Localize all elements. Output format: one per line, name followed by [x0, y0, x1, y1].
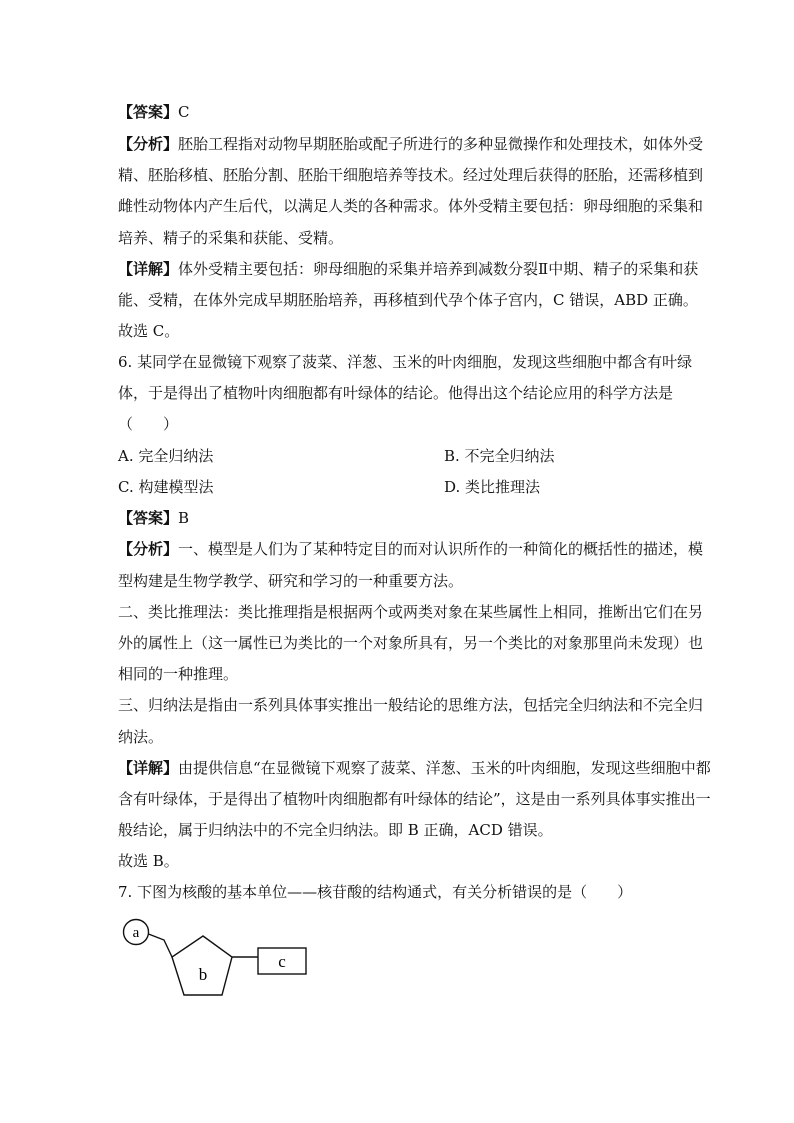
- q6-stem-line-2: 体，于是得出了植物叶肉细胞都有叶绿体的结论。他得出这个结论应用的科学方法是: [118, 384, 674, 402]
- q5-analysis-line-4: 培养、精子的采集和获能、受精。: [118, 229, 344, 247]
- q5-analysis-line-2: 精、胚胎移植、胚胎分割、胚胎干细胞培养等技术。经过处理后获得的胚胎，还需移植到: [118, 166, 704, 184]
- q6-analysis-line-7: 纳法。: [118, 728, 164, 746]
- label-b: b: [198, 965, 208, 984]
- q5-detail-tag: 【详解】: [118, 260, 179, 278]
- q5-answer-line: [118, 102, 190, 122]
- q5-analysis-line-3: 雌性动物体内产生后代，以满足人类的各种需求。体外受精主要包括：卵母细胞的采集和: [118, 197, 704, 215]
- q6-detail-text-1: 由提供信息“在显微镜下观察了菠菜、洋葱、玉米的叶肉细胞，发现这些细胞中都: [178, 759, 711, 777]
- q6-analysis-line-5: 相同的一种推理。: [118, 665, 239, 683]
- q6-option-d: D. 类比推理法: [444, 478, 541, 496]
- q6-stem-line-3: （ ）: [118, 415, 179, 433]
- q6-analysis-line-3: 二、类比推理法：类比推理指是根据两个或两类对象在某些属性上相同，推断出它们在另: [118, 603, 704, 621]
- q5-detail-line-2: 能、受精，在体外完成早期胚胎培养，再移植到代孕个体子宫内，C 错误，ABD 正确。: [118, 291, 698, 309]
- q6-stem-line-1: 6. 某同学在显微镜下观察了菠菜、洋葱、玉米的叶肉细胞，发现这些细胞中都含有叶绿: [118, 353, 693, 371]
- q5-analysis-line-1: [118, 134, 703, 154]
- q6-analysis-line-2: 型构建是生物学教学、研究和学习的一种重要方法。: [118, 572, 464, 590]
- q5-analysis-text-1: 胚胎工程指对动物早期胚胎或配子所进行的多种显微操作和处理技术，如体外受: [178, 135, 704, 153]
- q6-detail-line-2: 含有叶绿体，于是得出了植物叶肉细胞都有叶绿体的结论”，这是由一系列具体事实推出一: [118, 790, 711, 808]
- q6-analysis-line-4: 外的属性上（这一属性已为类比的一个对象所具有，另一个类比的对象那里尚未发现）也: [118, 634, 704, 652]
- q6-detail-tag: 【详解】: [118, 759, 179, 777]
- bond-a-b: [149, 934, 173, 957]
- q6-detail-line-1: [118, 758, 711, 778]
- q7-stem: 7. 下图为核酸的基本单位——核苷酸的结构通式，有关分析错误的是（ ）: [118, 883, 633, 901]
- q6-analysis-line-1: [118, 539, 703, 559]
- label-a: a: [132, 925, 140, 941]
- q6-option-c: C. 构建模型法: [118, 478, 214, 496]
- q5-detail-line-1: [118, 259, 698, 279]
- q5-analysis-tag: 【分析】: [118, 135, 179, 153]
- q6-analysis-tag: 【分析】: [118, 540, 179, 558]
- q6-answer-value: B: [178, 509, 190, 527]
- q5-detail-text-1: 体外受精主要包括：卵母细胞的采集并培养到减数分裂Ⅱ中期、精子的采集和获: [178, 260, 699, 278]
- q6-answer-line: [118, 508, 189, 528]
- q6-conclusion: 故选 B。: [118, 852, 179, 870]
- q6-analysis-line-6: 三、归纳法是指由一系列具体事实推出一般结论的思维方法，包括完全归纳法和不完全归: [118, 696, 704, 714]
- q5-answer-value: C: [178, 103, 190, 121]
- nucleotide-diagram: [112, 910, 322, 1002]
- q6-option-b: B. 不完全归纳法: [444, 447, 555, 465]
- q5-conclusion: 故选 C。: [118, 322, 180, 340]
- q5-answer-tag: 【答案】: [118, 103, 179, 121]
- q6-analysis-text-1: 一、模型是人们为了某种特定目的而对认识所作的一种简化的概括性的描述，模: [178, 540, 704, 558]
- q6-option-a: A. 完全归纳法: [118, 447, 214, 465]
- q6-answer-tag: 【答案】: [118, 509, 179, 527]
- label-c: c: [278, 952, 286, 971]
- q6-detail-line-3: 般结论，属于归纳法中的不完全归纳法。即 B 正确，ACD 错误。: [118, 821, 553, 839]
